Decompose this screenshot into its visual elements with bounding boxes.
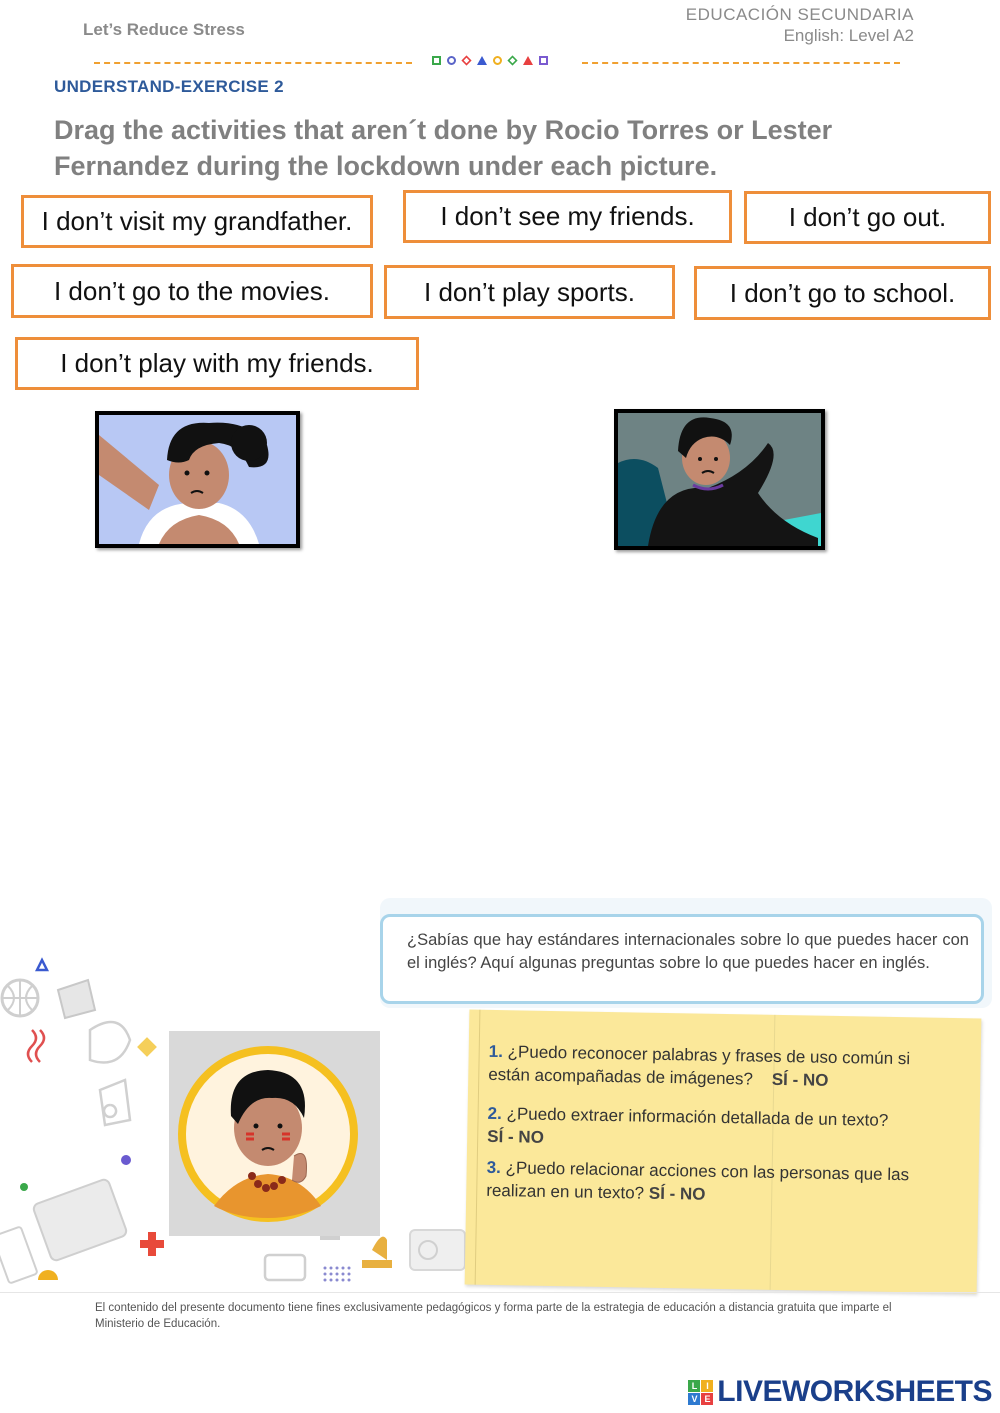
question-item xyxy=(488,1040,939,1094)
question-item xyxy=(486,1156,937,1210)
logo-mark-icon: L I V E xyxy=(688,1380,713,1405)
brand-name: LIVEWORKSHEETS xyxy=(717,1375,992,1408)
question-number: 2. xyxy=(487,1103,502,1124)
header-divider-left xyxy=(94,62,412,64)
drop-zone-lester[interactable] xyxy=(560,560,960,860)
header-divider-right xyxy=(582,62,900,64)
question-text: ¿Puedo reconocer palabras y frases de uso común si están acompañadas de imágenes? xyxy=(488,1042,911,1089)
info-box xyxy=(380,914,984,1004)
question-number: 3. xyxy=(486,1157,502,1178)
note-fold-line xyxy=(475,1010,481,1285)
circle-icon xyxy=(493,56,502,65)
footer-divider xyxy=(0,1292,1000,1293)
info-text: ¿Sabías que hay estándares internacionales sobre lo que puedes hacer con el inglés? Aquí algunas preguntas sobre lo que puedes hacer en inglés. xyxy=(407,931,969,972)
decorative-shapes xyxy=(432,56,548,65)
question-number: 1. xyxy=(488,1041,504,1062)
yes-no-answer[interactable]: SÍ - NO xyxy=(487,1126,545,1147)
lester-illustration xyxy=(618,413,821,546)
self-assessment-note xyxy=(465,1010,982,1294)
exercise-title: UNDERSTAND-EXERCISE 2 xyxy=(54,77,284,96)
activity-chip[interactable]: I don’t go to the movies. xyxy=(11,264,373,318)
yes-no-answer[interactable]: SÍ - NO xyxy=(771,1069,829,1090)
lester-picture xyxy=(614,409,825,550)
diamond-icon xyxy=(507,55,517,65)
english-level: English: Level A2 xyxy=(783,26,914,45)
circle-icon xyxy=(447,56,456,65)
question-text: ¿Puedo extraer información detallada de un texto? xyxy=(506,1104,889,1130)
exercise-instruction: Drag the activities that aren´t done by Rocio Torres or Lester Fernandez during the lockdown under each picture. xyxy=(54,115,833,181)
square-icon xyxy=(539,56,548,65)
activity-chip[interactable]: I don’t play with my friends. xyxy=(15,337,419,390)
activity-chip[interactable]: I don’t go to school. xyxy=(694,266,991,320)
rocio-picture xyxy=(95,411,300,548)
question-text: ¿Puedo relacionar acciones con las personas que las realizan en un texto? xyxy=(486,1158,910,1203)
school-level: EDUCACIÓN SECUNDARIA xyxy=(685,5,914,24)
triangle-icon xyxy=(477,56,487,65)
worksheet-subject: Let’s Reduce Stress xyxy=(83,20,245,39)
activity-chip[interactable]: I don’t visit my grandfather. xyxy=(21,195,373,248)
activity-chip[interactable]: I don’t see my friends. xyxy=(403,190,732,243)
liveworksheets-logo[interactable] xyxy=(688,1375,992,1409)
activity-chip[interactable]: I don’t go out. xyxy=(744,191,991,244)
square-icon xyxy=(432,56,441,65)
diamond-icon xyxy=(461,55,471,65)
question-item xyxy=(487,1102,938,1156)
activity-chip[interactable]: I don’t play sports. xyxy=(384,265,675,319)
footer-disclaimer: El contenido del presente documento tiene fines exclusivamente pedagógicos y forma parte de la estrategia de educación a distancia gratuita que imparte el Ministerio de Educación. xyxy=(95,1302,892,1330)
character-portrait xyxy=(176,1046,360,1222)
drop-zone-rocio[interactable] xyxy=(40,560,440,860)
rocio-illustration xyxy=(99,415,296,544)
triangle-icon xyxy=(523,56,533,65)
yes-no-answer[interactable]: SÍ - NO xyxy=(648,1183,706,1204)
